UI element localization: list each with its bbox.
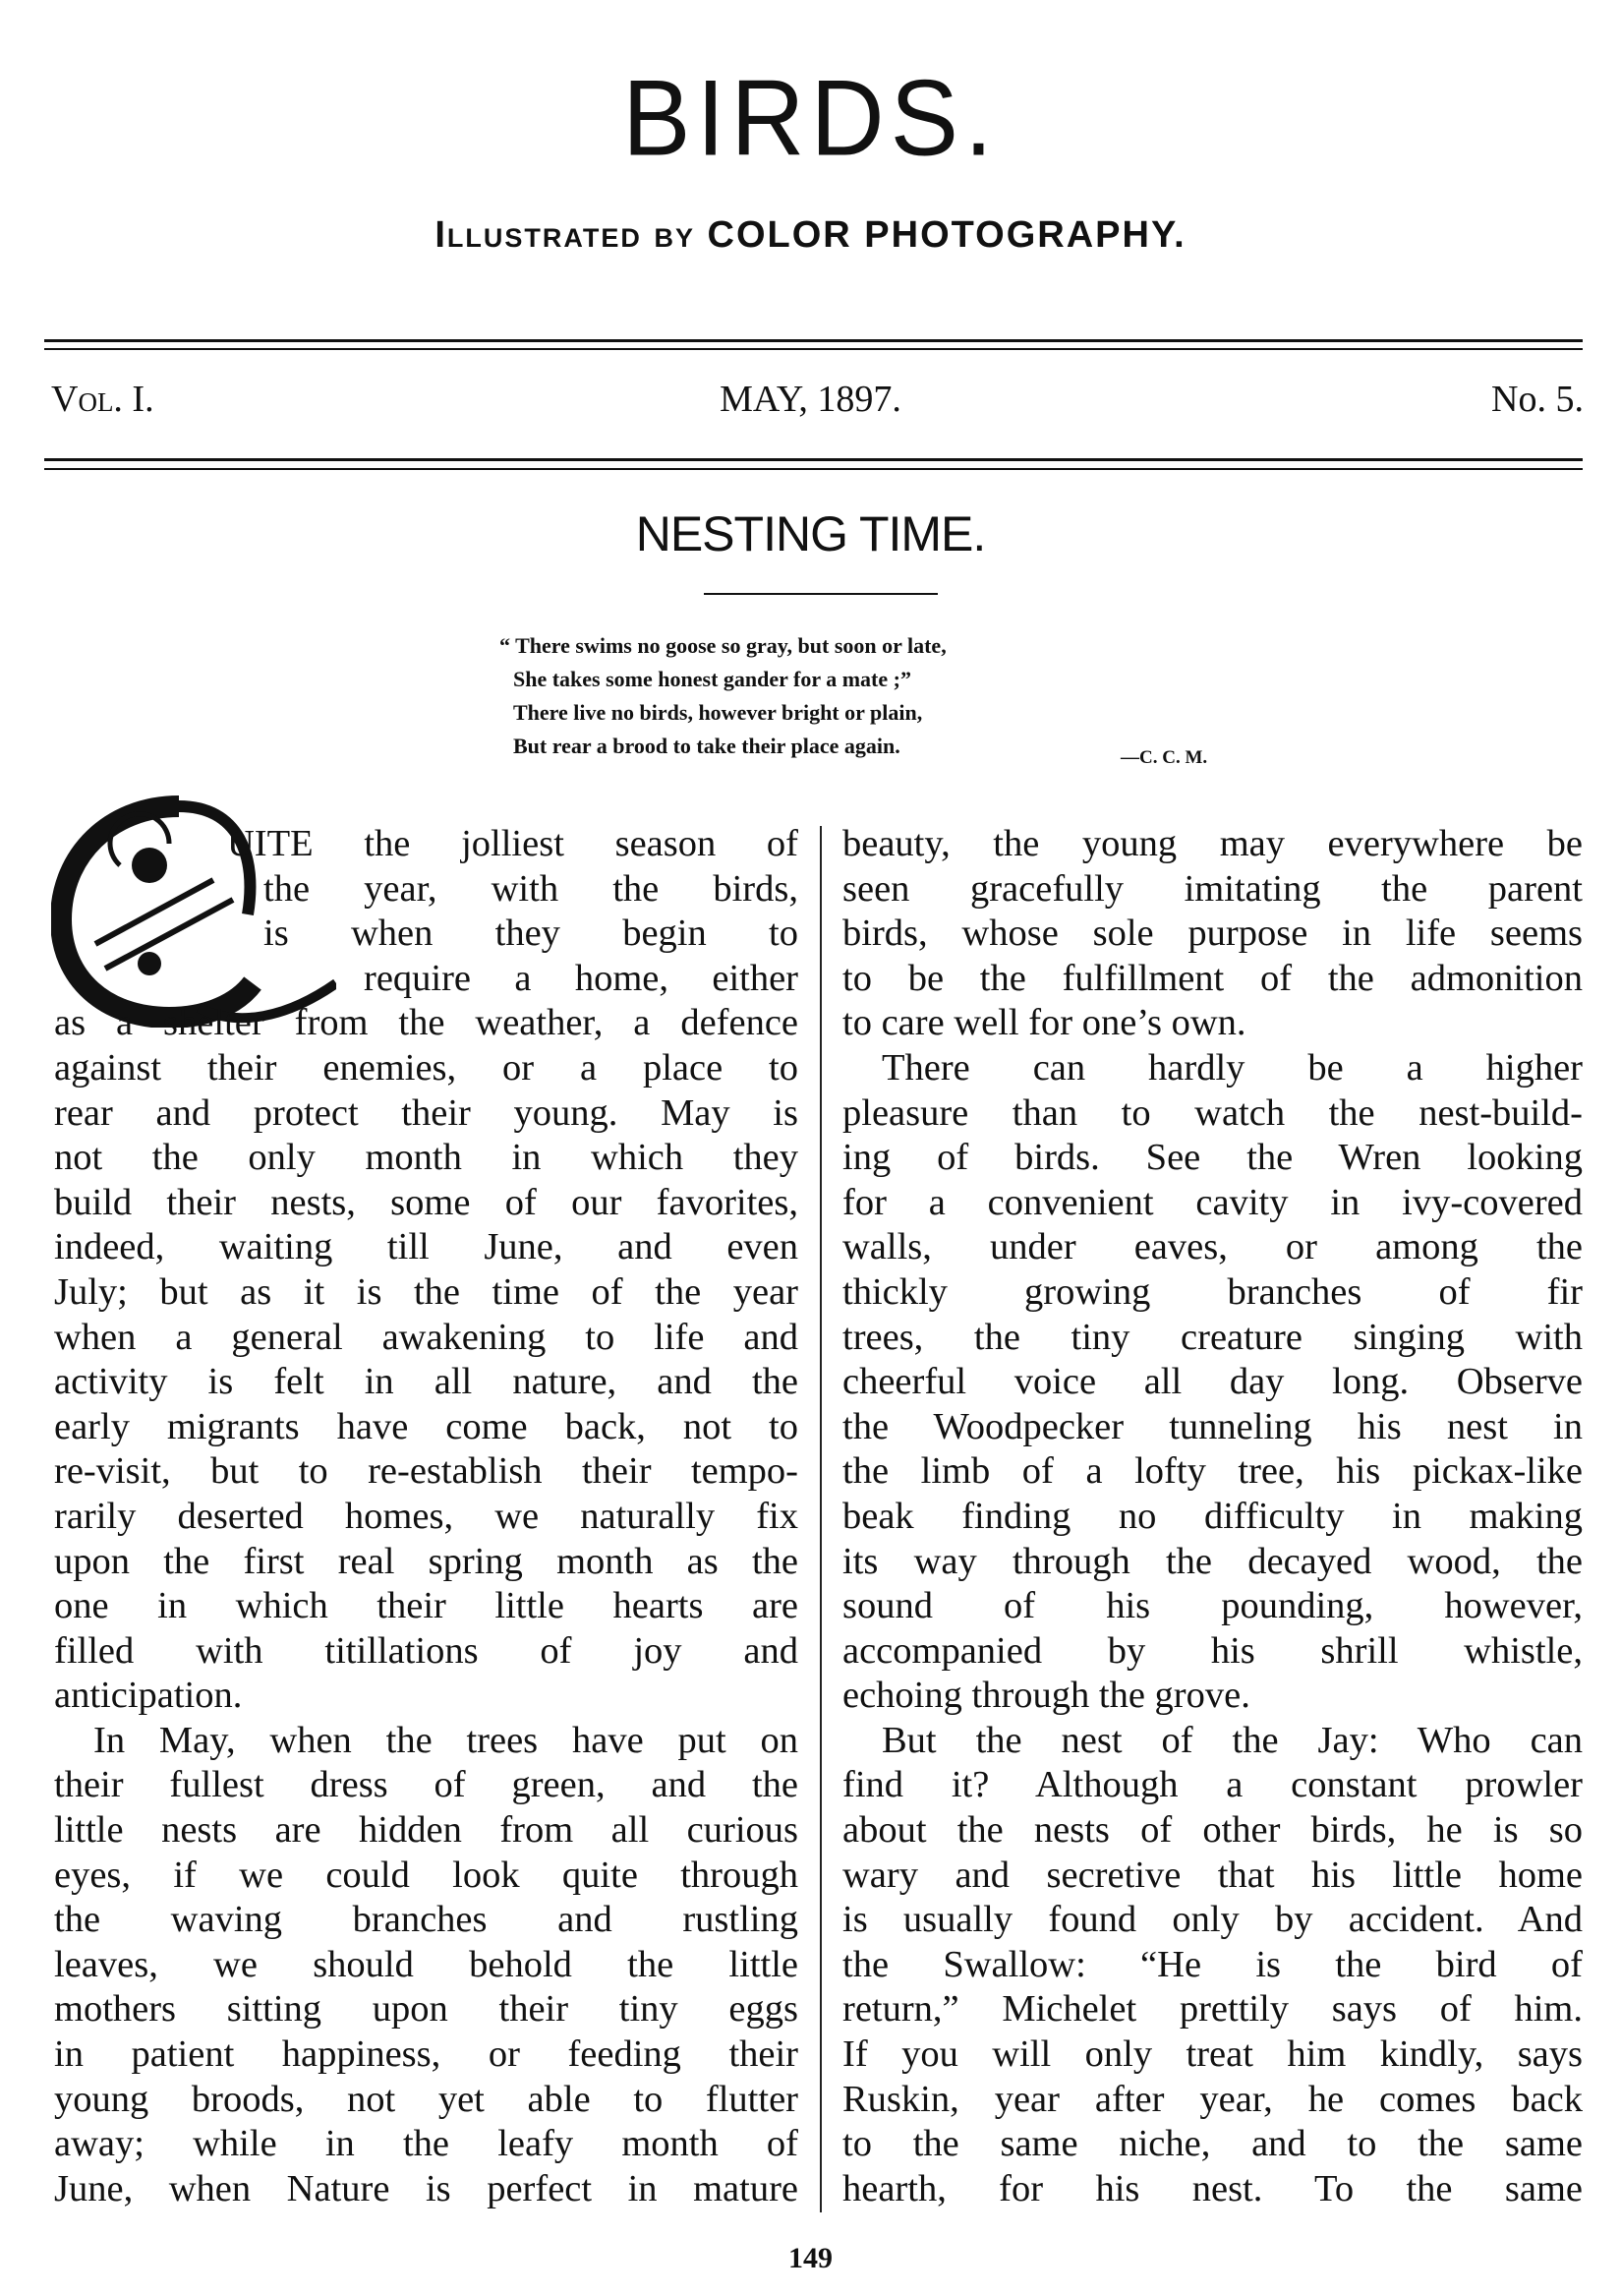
text-line: the Swallow: “He is the bird of [842, 1943, 1583, 1985]
text-line: not the only month in which they [54, 1137, 798, 1179]
text-line: early migrants have come back, not to [54, 1405, 798, 1447]
text-line: seen gracefully imitating the parent [842, 867, 1583, 910]
text-line: rear and protect their young. May is [54, 1091, 798, 1134]
title-rule [704, 593, 938, 595]
text-line: anticipation. [54, 1675, 243, 1717]
epigraph-line: “ There swims no goose so gray, but soon or late, [499, 633, 947, 658]
issue-date: MAY, 1897. [720, 379, 901, 420]
text-line: indeed, waiting till June, and even [54, 1226, 798, 1268]
text-line: find it? Although a constant prowler [842, 1764, 1583, 1806]
text-line: little nests are hidden from all curious [54, 1809, 798, 1852]
text-line: one in which their little hearts are [54, 1585, 798, 1627]
text-line: rarily deserted homes, we naturally fix [54, 1495, 798, 1537]
text-line: activity is felt in all nature, and the [54, 1361, 798, 1403]
header-rule [44, 458, 1583, 461]
text-line: June, when Nature is perfect in mature [54, 2167, 798, 2209]
masthead-title: BIRDS. [622, 59, 999, 179]
right-column [842, 822, 1583, 2211]
text-line: as a shelter from the weather, a defence [54, 1002, 798, 1044]
text-line: filled with titillations of joy and [54, 1629, 798, 1672]
text-line: echoing through the grove. [842, 1675, 1250, 1717]
text-line: wary and secretive that his little home [842, 1854, 1583, 1896]
text-line: the Woodpecker tunneling his nest in [842, 1405, 1583, 1447]
text-line: the limb of a lofty tree, his pickax-like [842, 1450, 1583, 1493]
column-divider [820, 826, 822, 2212]
header-rule [44, 339, 1583, 342]
text-line: cheerful voice all day long. Observe [842, 1361, 1583, 1403]
text-line: birds, whose sole purpose in life seems [842, 913, 1583, 955]
left-column [54, 822, 798, 2211]
text-line: upon the first real spring month as the [54, 1540, 798, 1582]
text-line: walls, under eaves, or among the [842, 1226, 1583, 1268]
text-line: re-visit, but to re-establish their tempo- [54, 1450, 798, 1493]
text-line: Ruskin, year after year, he comes back [842, 2078, 1583, 2120]
text-line: its way through the decayed wood, the [842, 1540, 1583, 1582]
text-line: against their enemies, or a place to [54, 1046, 798, 1089]
text-line: thickly growing branches of fir [842, 1270, 1583, 1313]
text-line: young broods, not yet able to flutter [54, 2078, 798, 2120]
text-line: pleasure than to watch the nest-build- [842, 1091, 1583, 1134]
text-line: beauty, the young may everywhere be [842, 823, 1583, 864]
text-line: trees, the tiny creature singing with [842, 1316, 1583, 1358]
text-line: If you will only treat him kindly, says [842, 2033, 1583, 2076]
text-line: their fullest dress of green, and the [54, 1764, 798, 1806]
article-title: NESTING TIME. [635, 506, 986, 561]
text-line: to be the fulfillment of the admonition [842, 957, 1583, 999]
text-line: to the same niche, and to the same [842, 2123, 1583, 2165]
text-line: accompanied by his shrill whistle, [842, 1629, 1583, 1672]
text-line: beak finding no difficulty in making [842, 1495, 1583, 1537]
text-line: But the nest of the Jay: Who can [882, 1719, 1583, 1761]
masthead-subtitle: Illustrated by COLOR PHOTOGRAPHY. [434, 214, 1187, 256]
text-line: to care well for one’s own. [842, 1002, 1246, 1044]
text-line: is when they begin to [263, 913, 798, 955]
header-rule [44, 468, 1583, 470]
text-line: is usually found only by accident. And [842, 1899, 1583, 1941]
epigraph-attribution: —C. C. M. [1121, 747, 1208, 768]
text-line: UITE the jolliest season of [227, 823, 798, 864]
text-line: in patient happiness, or feeding their [54, 2033, 798, 2076]
issue-number: No. 5. [1491, 379, 1584, 420]
text-line: away; while in the leafy month of [54, 2123, 798, 2165]
epigraph-line: But rear a brood to take their place again. [513, 734, 900, 758]
text-line: mothers sitting upon their tiny eggs [54, 1988, 798, 2031]
page-number: 149 [788, 2242, 833, 2274]
text-line: for a convenient cavity in ivy-covered [842, 1181, 1583, 1223]
header-rule [44, 348, 1583, 350]
text-line: eyes, if we could look quite through [54, 1854, 798, 1896]
text-line: leaves, we should behold the little [54, 1943, 798, 1985]
epigraph-line: She takes some honest gander for a mate ;” [513, 667, 911, 691]
text-line: ing of birds. See the Wren looking [842, 1137, 1583, 1179]
text-line: the year, with the birds, [263, 867, 798, 910]
text-line: July; but as it is the time of the year [54, 1270, 798, 1313]
epigraph [499, 629, 947, 763]
text-line: In May, when the trees have put on [93, 1719, 798, 1761]
text-line: return,” Michelet prettily says of him. [842, 1988, 1583, 2031]
text-line: require a home, either [364, 957, 798, 999]
text-line: hearth, for his nest. To the same [842, 2167, 1583, 2209]
epigraph-line: There live no birds, however bright or plain, [513, 700, 923, 725]
text-line: build their nests, some of our favorites, [54, 1181, 798, 1223]
text-line: the waving branches and rustling [54, 1899, 798, 1941]
text-line: There can hardly be a higher [882, 1046, 1583, 1089]
text-line: sound of his pounding, however, [842, 1585, 1583, 1627]
volume-label: Vol. I. [51, 379, 154, 420]
text-line: about the nests of other birds, he is so [842, 1809, 1583, 1852]
text-line: when a general awakening to life and [54, 1316, 798, 1358]
